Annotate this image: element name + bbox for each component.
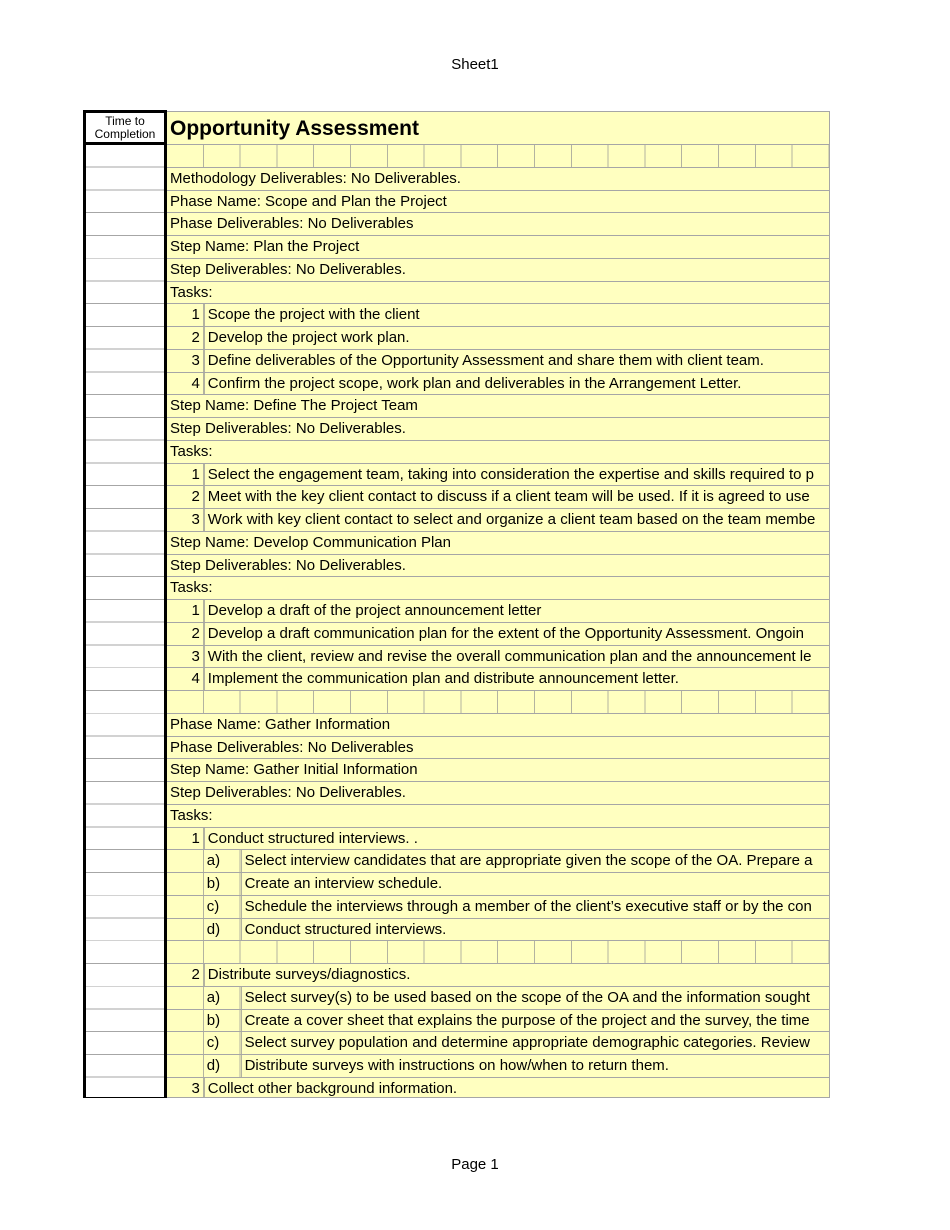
row-text: Step Deliverables: No Deliverables. [167, 555, 830, 577]
sheet-row[interactable] [167, 964, 829, 987]
sheet-row[interactable] [167, 441, 829, 464]
time-to-completion-column [83, 110, 167, 1098]
task-number: 1 [191, 829, 200, 847]
sheet-row[interactable] [167, 987, 829, 1010]
row-text: Phase Deliverables: No Deliverables [167, 213, 830, 235]
sheet-row[interactable] [167, 941, 829, 964]
subtask-text: Conduct structured interviews. [241, 919, 830, 941]
sheet-row[interactable] [167, 782, 829, 805]
sheet-row[interactable] [167, 236, 829, 259]
sheet-row[interactable] [167, 873, 829, 896]
row-text: Step Name: Plan the Project [167, 236, 830, 258]
sheet-row[interactable] [167, 577, 829, 600]
row-text: Step Deliverables: No Deliverables. [167, 782, 830, 804]
task-text: Meet with the key client contact to discuss if a client team will be used. If it is agreed to use [204, 486, 830, 508]
sheet-row[interactable] [167, 191, 829, 214]
row-text: Tasks: [167, 441, 830, 463]
row-text: Tasks: [167, 282, 830, 304]
task-number: 1 [191, 465, 200, 483]
task-number: 3 [191, 647, 200, 665]
row-text: Tasks: [167, 577, 830, 599]
sheet-row[interactable] [167, 532, 829, 555]
sheet-row[interactable] [167, 1055, 829, 1078]
row-text: Step Name: Gather Initial Information [167, 759, 830, 781]
sheet-row[interactable] [167, 668, 829, 691]
sheet-row[interactable] [167, 418, 829, 441]
sheet-row[interactable] [167, 350, 829, 373]
row-text: Step Deliverables: No Deliverables. [167, 259, 830, 281]
row-text: Step Deliverables: No Deliverables. [167, 418, 830, 440]
task-text: Conduct structured interviews. . [204, 828, 830, 850]
sheet-row[interactable] [167, 555, 829, 578]
subtask-letter: b) [206, 1011, 221, 1029]
sheet-row[interactable] [167, 213, 829, 236]
sheet-row[interactable] [167, 1010, 829, 1033]
task-text: Implement the communication plan and distribute announcement letter. [204, 668, 830, 690]
subtask-letter: d) [206, 920, 221, 938]
task-text: Scope the project with the client [204, 304, 830, 326]
sheet-row[interactable] [167, 919, 829, 942]
sheet-row[interactable] [167, 828, 829, 851]
page-footer: Page 1 [451, 1156, 499, 1173]
sheet-row[interactable] [167, 145, 829, 168]
row-text: Tasks: [167, 805, 830, 827]
sheet-row[interactable] [167, 373, 829, 396]
task-number: 3 [191, 351, 200, 369]
sheet-row[interactable] [167, 850, 829, 873]
sheet-row[interactable] [167, 1078, 829, 1098]
sheet-row[interactable] [167, 464, 829, 487]
sheet-row[interactable] [167, 714, 829, 737]
sheet-row[interactable] [167, 896, 829, 919]
sheet-title: Opportunity Assessment [167, 112, 830, 144]
sheet-row[interactable] [167, 691, 829, 714]
task-text: Develop a draft communication plan for the extent of the Opportunity Assessment. Ongoin [204, 623, 830, 645]
sheet-row[interactable] [167, 600, 829, 623]
sheet-row[interactable] [167, 759, 829, 782]
task-rows [167, 145, 829, 1098]
sheet-row[interactable] [167, 509, 829, 532]
subtask-text: Select interview candidates that are appropriate given the scope of the OA. Prepare a [241, 850, 830, 872]
subtask-letter: a) [206, 852, 221, 870]
row-text: Phase Deliverables: No Deliverables [167, 737, 830, 759]
sheet-row[interactable] [167, 1032, 829, 1055]
task-text: Distribute surveys/diagnostics. [204, 964, 830, 986]
row-text: Methodology Deliverables: No Deliverables. [167, 168, 830, 190]
sheet-row[interactable] [167, 327, 829, 350]
subtask-letter: c) [206, 897, 220, 915]
sheet-row[interactable] [167, 282, 829, 305]
sheet-row[interactable] [167, 168, 829, 191]
subtask-letter: d) [206, 1057, 221, 1074]
row-text: Step Name: Define The Project Team [167, 395, 830, 417]
time-to-completion-header: Time to Completion [86, 110, 164, 145]
subtask-letter: b) [206, 875, 221, 892]
subtask-text: Schedule the interviews through a member of the client’s executive staff or by the con [241, 896, 830, 918]
time-to-completion-cells[interactable] [86, 145, 164, 1095]
task-number: 2 [191, 329, 200, 346]
sheet-row[interactable] [167, 395, 829, 418]
row-text: Phase Name: Scope and Plan the Project [167, 191, 830, 213]
subtask-letter: a) [206, 988, 221, 1006]
task-number: 4 [191, 670, 200, 688]
subtask-text: Create an interview schedule. [241, 873, 830, 895]
task-number: 2 [191, 624, 200, 642]
task-number: 2 [191, 488, 200, 506]
task-number: 1 [191, 306, 200, 324]
row-text: Step Name: Develop Communication Plan [167, 532, 830, 554]
subtask-text: Select survey population and determine appropriate demographic categories. Review [241, 1032, 830, 1054]
task-text: Collect other background information. [204, 1078, 830, 1098]
spreadsheet-grid [167, 111, 830, 1098]
sheet-row[interactable] [167, 259, 829, 282]
subtask-text: Create a cover sheet that explains the purpose of the project and the survey, the time [241, 1010, 830, 1032]
title-row[interactable] [167, 112, 829, 145]
task-number: 3 [191, 1079, 200, 1097]
sheet-row[interactable] [167, 646, 829, 669]
page-header: Sheet1 [451, 56, 499, 73]
task-number: 1 [191, 602, 200, 619]
subtask-letter: c) [206, 1034, 220, 1052]
task-text: With the client, review and revise the overall communication plan and the announcement le [204, 646, 830, 668]
sheet-row[interactable] [167, 304, 829, 327]
task-number: 3 [191, 511, 200, 528]
subtask-text: Distribute surveys with instructions on how/when to return them. [241, 1055, 830, 1077]
sheet-row[interactable] [167, 737, 829, 760]
sheet-row[interactable] [167, 805, 829, 828]
task-text: Develop a draft of the project announcement letter [204, 600, 830, 622]
task-text: Confirm the project scope, work plan and deliverables in the Arrangement Letter. [204, 373, 830, 395]
task-text: Develop the project work plan. [204, 327, 830, 349]
task-text: Define deliverables of the Opportunity Assessment and share them with client team. [204, 350, 830, 372]
subtask-text: Select survey(s) to be used based on the scope of the OA and the information sought [241, 987, 830, 1009]
task-text: Select the engagement team, taking into consideration the expertise and skills required to p [204, 464, 830, 486]
task-number: 2 [191, 966, 200, 983]
sheet-row[interactable] [167, 486, 829, 509]
task-number: 4 [191, 374, 200, 392]
task-text: Work with key client contact to select and organize a client team based on the team membe [204, 509, 830, 531]
row-text: Phase Name: Gather Information [167, 714, 830, 736]
sheet-row[interactable] [167, 623, 829, 646]
